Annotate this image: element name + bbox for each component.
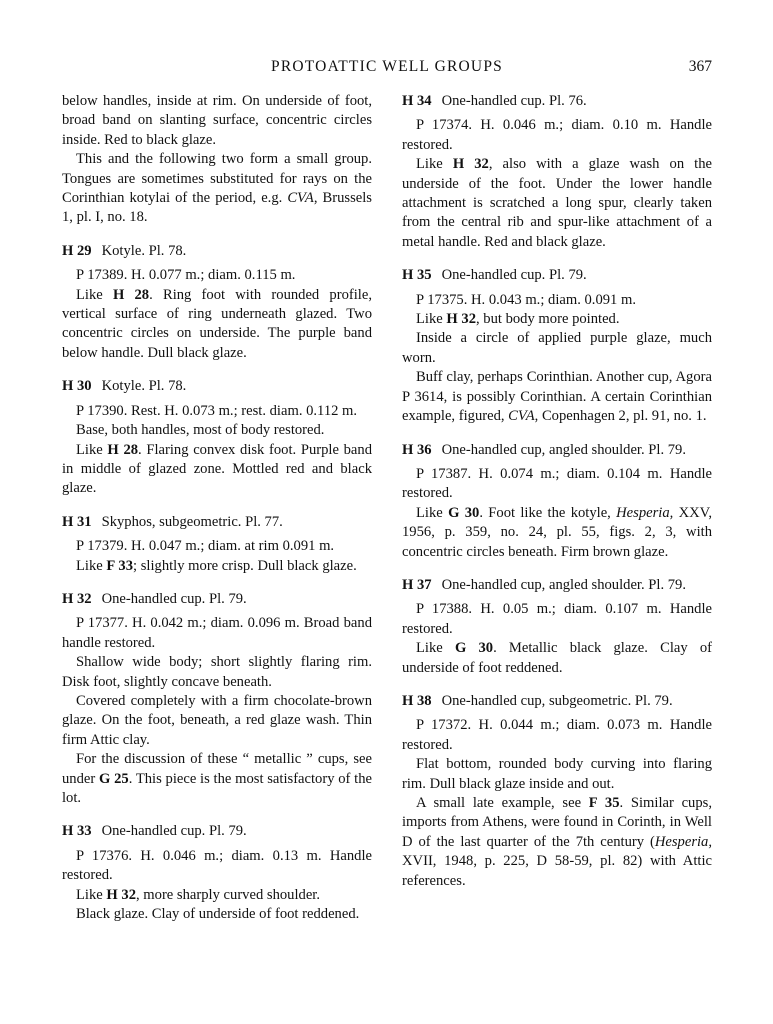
text-run: , but body more pointed. xyxy=(476,311,620,328)
entry-id: H 30 xyxy=(62,378,92,395)
paragraph xyxy=(402,310,712,329)
entry-id: H 32 xyxy=(62,590,92,607)
paragraph: P 17372. H. 0.044 m.; diam. 0.073 m. Handle restored. xyxy=(402,717,712,753)
paragraph: Black glaze. Clay of underside of foot reddened. xyxy=(76,906,360,923)
text-run: , more sharply curved shoulder. xyxy=(136,886,320,903)
text-run: CVA xyxy=(508,408,535,425)
text-run: . Ring foot with rounded profile, vertical surface of ring underneath glazed. Two concentric circles on underside. The purple band below handle. Dull black glaze. xyxy=(62,286,372,361)
text-run: Hesperia, xyxy=(616,504,674,521)
entry-id: H 35 xyxy=(402,267,432,284)
paragraph xyxy=(62,92,372,150)
catalogue-entry-h33 xyxy=(62,822,372,924)
entry-id: H 31 xyxy=(62,513,92,530)
entry-title: One-handled cup. Pl. 79. xyxy=(101,823,247,840)
paragraph xyxy=(402,794,712,891)
text-run: XXV, 1956, p. 359, no. 24, pl. 55, figs. 2, 3, with concentric circles beneath. Firm brown glaze. xyxy=(402,504,712,560)
running-header xyxy=(62,58,712,80)
paragraph xyxy=(62,286,372,364)
text-run: Like xyxy=(416,504,449,521)
paragraph: Shallow wide body; short slightly flaring rim. Disk foot, slightly concave beneath. xyxy=(62,654,372,690)
entry-title: One-handled cup, subgeometric. Pl. 79. xyxy=(441,692,673,709)
text-run: Buff clay, perhaps Corinthian. Another cup, Agora P 3614, is possibly Corinthian. A certain Corinthian example, figured, xyxy=(402,369,712,425)
paragraph: P 17390. Rest. H. 0.073 m.; rest. diam. 0.112 m. xyxy=(76,402,358,419)
paragraph: P 17375. H. 0.043 m.; diam. 0.091 m. xyxy=(416,291,636,308)
text-run: ; slightly more crisp. Dull black glaze. xyxy=(133,557,357,574)
entry-heading xyxy=(62,377,372,396)
cross-reference: G 30 xyxy=(454,640,494,657)
entry-id: H 34 xyxy=(402,93,432,109)
cross-reference: H 32 xyxy=(446,311,476,328)
entry-heading xyxy=(402,576,712,595)
text-run: . Similar cups, imports from Athens, were found in Corinth, in Well D of the last quarter of the 7th century ( xyxy=(402,795,712,850)
entry-title: Kotyle. Pl. 78. xyxy=(101,378,187,395)
catalogue-entry-h30 xyxy=(62,377,372,498)
text-run: . Flaring convex disk foot. Purple band in middle of glazed zone. Mottled red and black glaze. xyxy=(62,441,372,497)
paragraph: P 17387. H. 0.074 m.; diam. 0.104 m. Handle restored. xyxy=(402,465,712,502)
cross-reference: H 28 xyxy=(112,286,150,303)
text-run: XVII, 1948, p. 225, D 58-59, pl. 82) with Attic references. xyxy=(402,853,712,889)
paragraph xyxy=(402,504,712,562)
paragraph xyxy=(402,639,712,678)
entry-title: One-handled cup, angled shoulder. Pl. 79. xyxy=(441,441,686,458)
entry-title: One-handled cup. Pl. 79. xyxy=(441,267,587,284)
text-run: . Foot like the kotyle, xyxy=(479,504,617,521)
paragraph xyxy=(62,557,372,576)
text-run: This and the following two form a small group. Tongues are sometimes substituted for rays on the Corinthian kotylai of the period, e.g. xyxy=(62,151,372,207)
entry-id: H 29 xyxy=(62,242,92,259)
text-run: Like xyxy=(76,557,107,574)
text-run: . Metallic black glaze. Clay of underside of foot reddened. xyxy=(402,640,712,676)
paragraph: P 17388. H. 0.05 m.; diam. 0.107 m. Handle restored. xyxy=(402,601,712,637)
cross-reference: G 30 xyxy=(448,504,480,521)
entry-id: H 38 xyxy=(402,692,432,709)
catalogue-entry-h31 xyxy=(62,513,372,576)
paragraph xyxy=(62,441,372,499)
cross-reference: H 28 xyxy=(107,441,139,458)
entry-id: H 36 xyxy=(402,441,432,458)
cross-reference: G 25 xyxy=(98,770,129,787)
paragraph: P 17376. H. 0.046 m.; diam. 0.13 m. Handle restored. xyxy=(62,847,372,884)
text-run: , Copenhagen 2, pl. 91, no. 1. xyxy=(534,408,707,425)
text-run: CVA xyxy=(287,190,314,207)
catalogue-entry-h32 xyxy=(62,590,372,808)
entry-title: One-handled cup. Pl. 76. xyxy=(441,93,587,109)
entry-heading xyxy=(62,513,372,532)
catalogue-entry-h36 xyxy=(402,441,712,562)
paragraph: Inside a circle of applied purple glaze, much worn. xyxy=(402,330,712,366)
paragraph xyxy=(402,155,712,252)
page-number: 367 xyxy=(688,58,712,75)
text-run: A small late example, see xyxy=(416,795,589,811)
paragraph xyxy=(62,150,372,228)
paragraph: P 17379. H. 0.047 m.; diam. at rim 0.091 m. xyxy=(76,538,335,555)
entry-heading xyxy=(62,242,372,261)
catalogue-entry-h29 xyxy=(62,242,372,363)
text-run: For the discussion of these “ metallic ” cups, see under xyxy=(62,751,372,787)
entry-heading xyxy=(62,590,372,609)
entry-heading xyxy=(402,692,712,711)
text-run: Hesperia, xyxy=(654,833,712,850)
text-run: , also with a glaze wash on the underside of the foot. Under the lower handle attachment is scratched a long spur, clearly taken from the central rib and spur-like attachment of a metal handle. Red and black glaze. xyxy=(402,156,713,250)
entry-heading xyxy=(402,92,712,111)
catalogue-entry-h37 xyxy=(402,576,712,678)
cross-reference: F 33 xyxy=(106,557,134,574)
left-column xyxy=(62,92,372,938)
paragraph: Covered completely with a firm chocolate-brown glaze. On the foot, beneath, a red glaze wash. Thin firm Attic clay. xyxy=(62,692,372,748)
text-run: . This piece is the most satisfactory of the lot. xyxy=(62,770,372,806)
entry-title: One-handled cup, angled shoulder. Pl. 79. xyxy=(441,576,686,593)
text-run: Like xyxy=(416,640,455,657)
text-run: Like xyxy=(416,311,447,328)
entry-id: H 33 xyxy=(62,823,92,840)
paragraph xyxy=(62,750,372,808)
text-run: Like xyxy=(76,286,113,303)
paragraph: Base, both handles, most of body restored. xyxy=(76,422,325,439)
catalogue-entry-h34 xyxy=(402,92,712,252)
entry-title: Kotyle. Pl. 78. xyxy=(101,242,187,259)
text-run: Like xyxy=(76,441,108,458)
running-title: PROTOATTIC WELL GROUPS xyxy=(271,58,503,75)
paragraph xyxy=(402,368,712,426)
text-run: Like xyxy=(416,156,453,173)
catalogue-entry-h38 xyxy=(402,692,712,891)
entry-heading xyxy=(402,266,712,285)
cross-reference: F 35 xyxy=(588,795,620,811)
text-run: below handles, inside at rim. On underside of foot, broad band on slanting surface, concentric circles inside. Red to black glaze. xyxy=(62,93,372,148)
paragraph: Flat bottom, rounded body curving into flaring rim. Dull black glaze inside and out. xyxy=(402,756,712,792)
cross-reference: H 32 xyxy=(452,156,489,173)
text-run: , Brussels 1, pl. I, no. 18. xyxy=(62,190,372,226)
entry-title: One-handled cup. Pl. 79. xyxy=(101,590,247,607)
paragraph xyxy=(62,886,372,905)
entry-id: H 37 xyxy=(402,576,432,593)
entry-title: Skyphos, subgeometric. Pl. 77. xyxy=(101,513,283,530)
paragraph: P 17374. H. 0.046 m.; diam. 0.10 m. Handle restored. xyxy=(402,117,712,153)
paragraph: P 17389. H. 0.077 m.; diam. 0.115 m. xyxy=(76,267,296,284)
entry-heading xyxy=(402,441,712,460)
intro-continuation xyxy=(62,92,372,228)
catalogue-entry-h35 xyxy=(402,266,712,426)
right-column xyxy=(402,92,712,905)
entry-heading xyxy=(62,822,372,841)
paragraph: P 17377. H. 0.042 m.; diam. 0.096 m. Broad band handle restored. xyxy=(62,615,372,651)
cross-reference: H 32 xyxy=(106,886,136,903)
text-run: Like xyxy=(76,886,107,903)
